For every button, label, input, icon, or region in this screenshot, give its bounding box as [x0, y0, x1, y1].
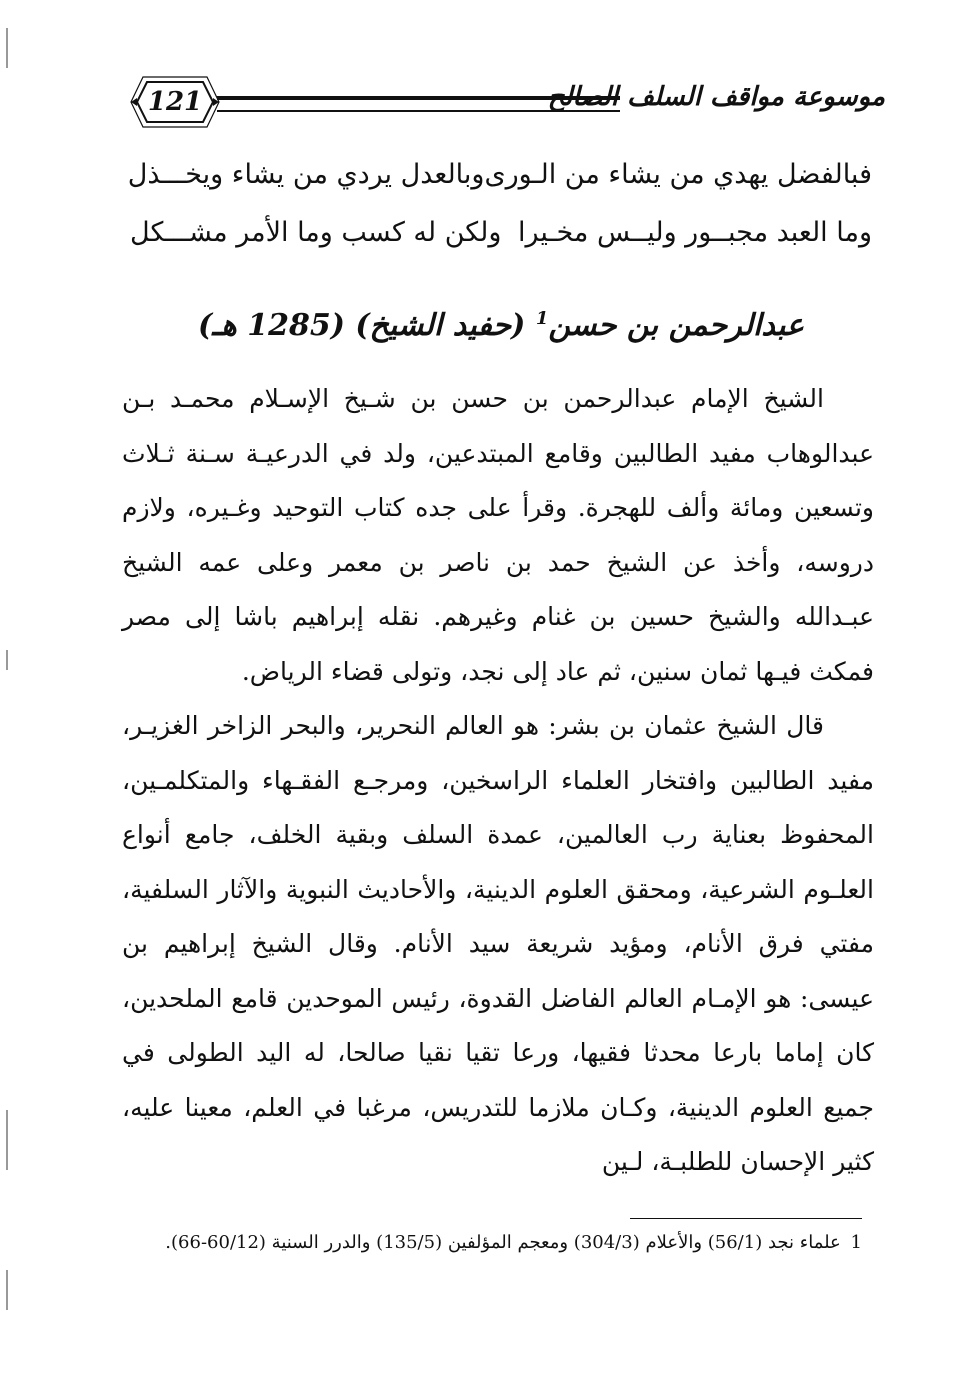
body-text — [122, 372, 874, 1190]
scan-edge-mark — [6, 1110, 8, 1170]
heading-dates: (حفيد الشيخ) (1285 هـ) — [197, 308, 536, 343]
footnote-reference: 1 — [535, 308, 549, 329]
poem-verse — [127, 145, 872, 203]
series-title: موسوعة مواقف السلف الصالح — [547, 82, 885, 112]
page-header — [125, 68, 885, 138]
poem-hemistich-left: ولكن له كسب وما الأمر مشـــكل — [130, 216, 502, 248]
heading-name: عبدالرحمن بن حسن — [548, 308, 805, 343]
poem-verse — [130, 203, 872, 261]
footnote — [165, 1232, 862, 1253]
footnote-separator — [630, 1218, 862, 1219]
poem-block — [127, 145, 872, 261]
scan-edge-mark — [6, 28, 8, 68]
section-heading — [130, 308, 872, 343]
page-number-badge — [129, 74, 221, 130]
poem-hemistich-right: وما العبد مجبــور وليــس مخـيرا — [518, 216, 872, 248]
scan-edge-mark — [6, 1270, 8, 1310]
scan-edge-mark — [6, 650, 8, 670]
paragraph: قال الشيخ عثمان بن بشر: هو العالم النحرير، والبحر الزاخر الغزيـر، مفيد الطالبين وافتخار العلماء الراسخين، ومرجـع الفقـهاء والمتكلمـين، المحفوظ بعناية رب العالمين، عمدة السلف وبقية الخلف، جامع أنواع العلـوم الشرعية، ومحقق العلوم الدينية، والأحاديث النبوية والآثار السلفية، مفتي فرق الأنام، ومؤيد شريعة سيد الأنام. وقال الشيخ إبراهيم بن عيسى: هو الإمـام العالم الفاضل القدوة، رئيس الموحدين قامع الملحدين، كان إماما بارعا محدثا فقيها، ورعا تقيا نقيا صالحا، له اليد الطولى في جميع العلوم الدينية، وكـان ملازما للتدريس، مرغبا في العلم، معينا عليه، كثير الإحسان للطلبـة، لـين — [122, 711, 874, 1176]
paragraph: الشيخ الإمام عبدالرحمن بن حسن بن شـيخ الإسـلام محمـد بـن عبدالوهاب مفيد الطالبين وقامع المبتدعين، ولد في الدرعيـة سـنة ثـلاث وتسعين ومائة وألف للهجرة. وقرأ على جده كتاب التوحيد وغـيره، ولازم دروسه، وأخذ عن الشيخ حمد بن ناصر بن معمر وعلى عمه الشيخ عبـدالله والشيخ حسين بن غنام وغيرهم. نقله إبراهيم باشا إلى مصر فمكث فيـها ثمان سنين، ثم عاد إلى نجد، وتولى قضاء الرياض. — [122, 384, 874, 686]
page-number: 121 — [147, 87, 203, 117]
footnote-number: 1 — [850, 1232, 862, 1253]
poem-hemistich-left: وبالعدل يردي من يشاء ويخـــذل — [127, 158, 485, 190]
poem-hemistich-right: فبالفضل يهدي من يشاء من الـورى — [484, 158, 872, 190]
footnote-text: علماء نجد (56/1) والأعلام (304/3) ومعجم المؤلفين (135/5) والدرر السنية (60/12-66). — [165, 1232, 841, 1253]
